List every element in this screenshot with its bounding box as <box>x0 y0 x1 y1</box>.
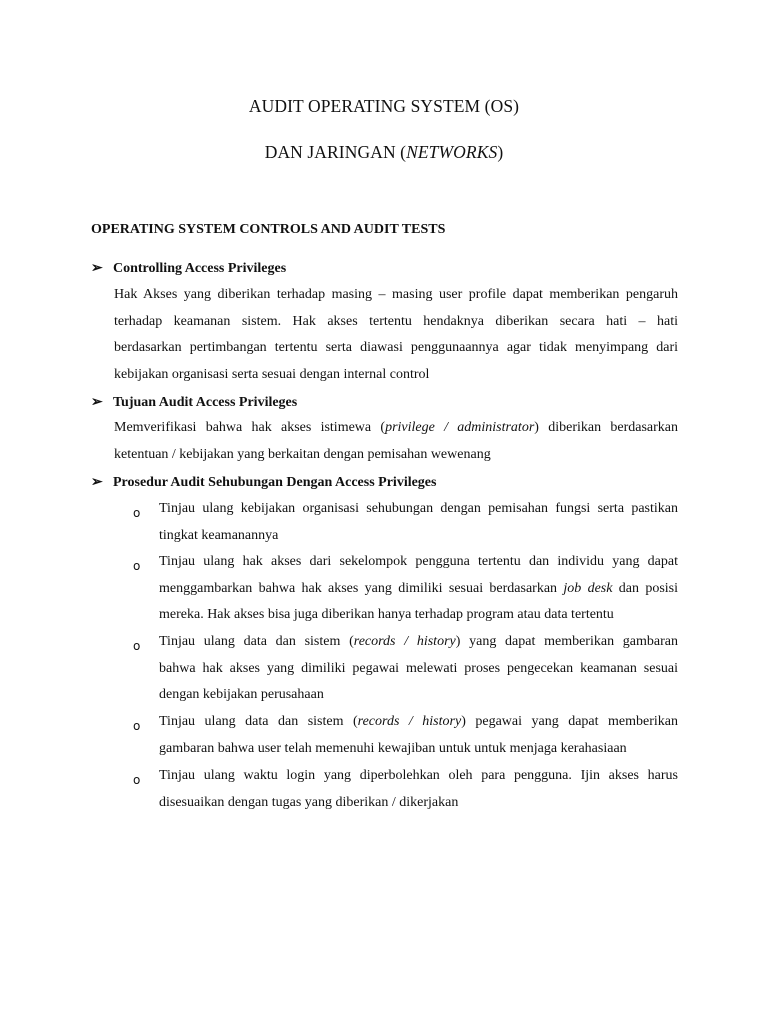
paragraph-controlling-access <box>114 282 678 388</box>
text-run: ) diberikan berdasarkan <box>534 420 678 435</box>
circle-bullet-icon: o <box>133 773 141 787</box>
bullet-heading-text: Prosedur Audit Sehubungan Dengan Access Privileges <box>113 475 437 490</box>
sub-item-line: dengan kebijakan perusahaan <box>159 687 324 703</box>
paragraph-line: terhadap keamanan sistem. Hak akses tertentu hendaknya diberikan secara hati – hati <box>114 313 678 329</box>
italic-text-run: records / history <box>357 714 462 729</box>
paragraph-line: ketentuan / kebijakan yang berkaitan dengan pemisahan wewenang <box>114 446 491 462</box>
sub-item-line: bahwa hak akses yang dimiliki pegawai melewati proses pengecekan keamanan sesuai <box>159 660 678 676</box>
sub-item-text <box>159 496 678 549</box>
bullet-heading-controlling-access <box>91 260 286 277</box>
arrow-bullet-icon: ➢ <box>91 475 103 490</box>
document-title-line-1: AUDIT OPERATING SYSTEM (OS) <box>248 96 520 116</box>
text-run: Tinjau ulang data dan sistem ( <box>159 634 354 649</box>
italic-text-run: records / history <box>353 634 456 649</box>
paragraph-line: kebijakan organisasi serta sesuai dengan internal control <box>114 366 430 382</box>
bullet-heading-tujuan-audit <box>91 394 297 411</box>
document-title-line-2 <box>0 142 768 163</box>
italic-text-run: job desk <box>563 580 613 596</box>
sub-item-line: mereka. Hak akses bisa juga diberikan hanya terhadap program atau data tertentu <box>159 607 614 623</box>
bullet-heading-prosedur-audit <box>91 474 436 491</box>
sub-list-item <box>133 629 678 709</box>
circle-bullet-icon: o <box>133 719 141 733</box>
sub-item-line: tingkat keamanannya <box>159 527 279 543</box>
section-heading: OPERATING SYSTEM CONTROLS AND AUDIT TESTS <box>91 222 446 237</box>
text-run: Tinjau ulang data dan sistem ( <box>159 714 358 729</box>
sub-item-line: disesuaikan dengan tugas yang diberikan / dikerjakan <box>159 794 459 810</box>
sub-item-line: gambaran bahwa user telah memenuhi kewajiban untuk untuk menjaga kerahasiaan <box>159 740 627 756</box>
text-run: ) pegawai yang dapat memberikan <box>461 714 679 729</box>
sub-item-line: Tinjau ulang kebijakan organisasi sehubungan dengan pemisahan fungsi serta pastikan <box>159 501 678 516</box>
circle-bullet-icon: o <box>133 559 141 573</box>
arrow-bullet-icon: ➢ <box>91 261 103 276</box>
text-run: ) yang dapat memberikan gambaran <box>455 634 678 649</box>
sub-item-text <box>159 549 678 629</box>
circle-bullet-icon: o <box>133 639 141 653</box>
text-run: dan posisi <box>612 580 678 596</box>
circle-bullet-icon: o <box>133 506 141 520</box>
paragraph-line: berdasarkan pertimbangan tertentu serta diawasi penggunaannya agar tidak menyimpang dari <box>114 340 678 356</box>
sub-list-item <box>133 496 678 549</box>
sub-item-text <box>159 709 678 762</box>
sub-item-line <box>159 629 678 656</box>
sub-item-line: Tinjau ulang waktu login yang diperbolehkan oleh para pengguna. Ijin akses harus <box>159 768 678 783</box>
sub-item-text <box>159 629 678 709</box>
text-run: Memverifikasi bahwa hak akses istimewa ( <box>114 420 386 435</box>
sub-list-item <box>133 763 678 816</box>
sub-item-line <box>159 709 678 736</box>
italic-text-run: privilege / administrator <box>385 420 535 435</box>
sub-item-text <box>159 763 678 816</box>
title-line-2-prefix: DAN JARINGAN ( <box>264 142 407 162</box>
sub-list-item <box>133 549 678 629</box>
paragraph-line: Hak Akses yang diberikan terhadap masing – masing user profile dapat memberikan pengaruh <box>114 287 678 302</box>
arrow-bullet-icon: ➢ <box>91 395 103 410</box>
title-line-2-suffix: ) <box>497 142 504 162</box>
sub-list-item <box>133 709 678 762</box>
text-run: menggambarkan bahwa hak akses yang dimiliki sesuai berdasarkan <box>159 580 564 596</box>
paragraph-line <box>114 415 678 442</box>
sub-item-line <box>159 576 678 603</box>
bullet-heading-text: Controlling Access Privileges <box>113 261 287 276</box>
bullet-heading-text: Tujuan Audit Access Privileges <box>113 395 298 410</box>
sub-item-line: Tinjau ulang hak akses dari sekelompok pengguna tertentu dan individu yang dapat <box>159 554 678 569</box>
paragraph-tujuan-audit <box>114 415 678 468</box>
title-line-2-italic: NETWORKS <box>406 142 498 162</box>
